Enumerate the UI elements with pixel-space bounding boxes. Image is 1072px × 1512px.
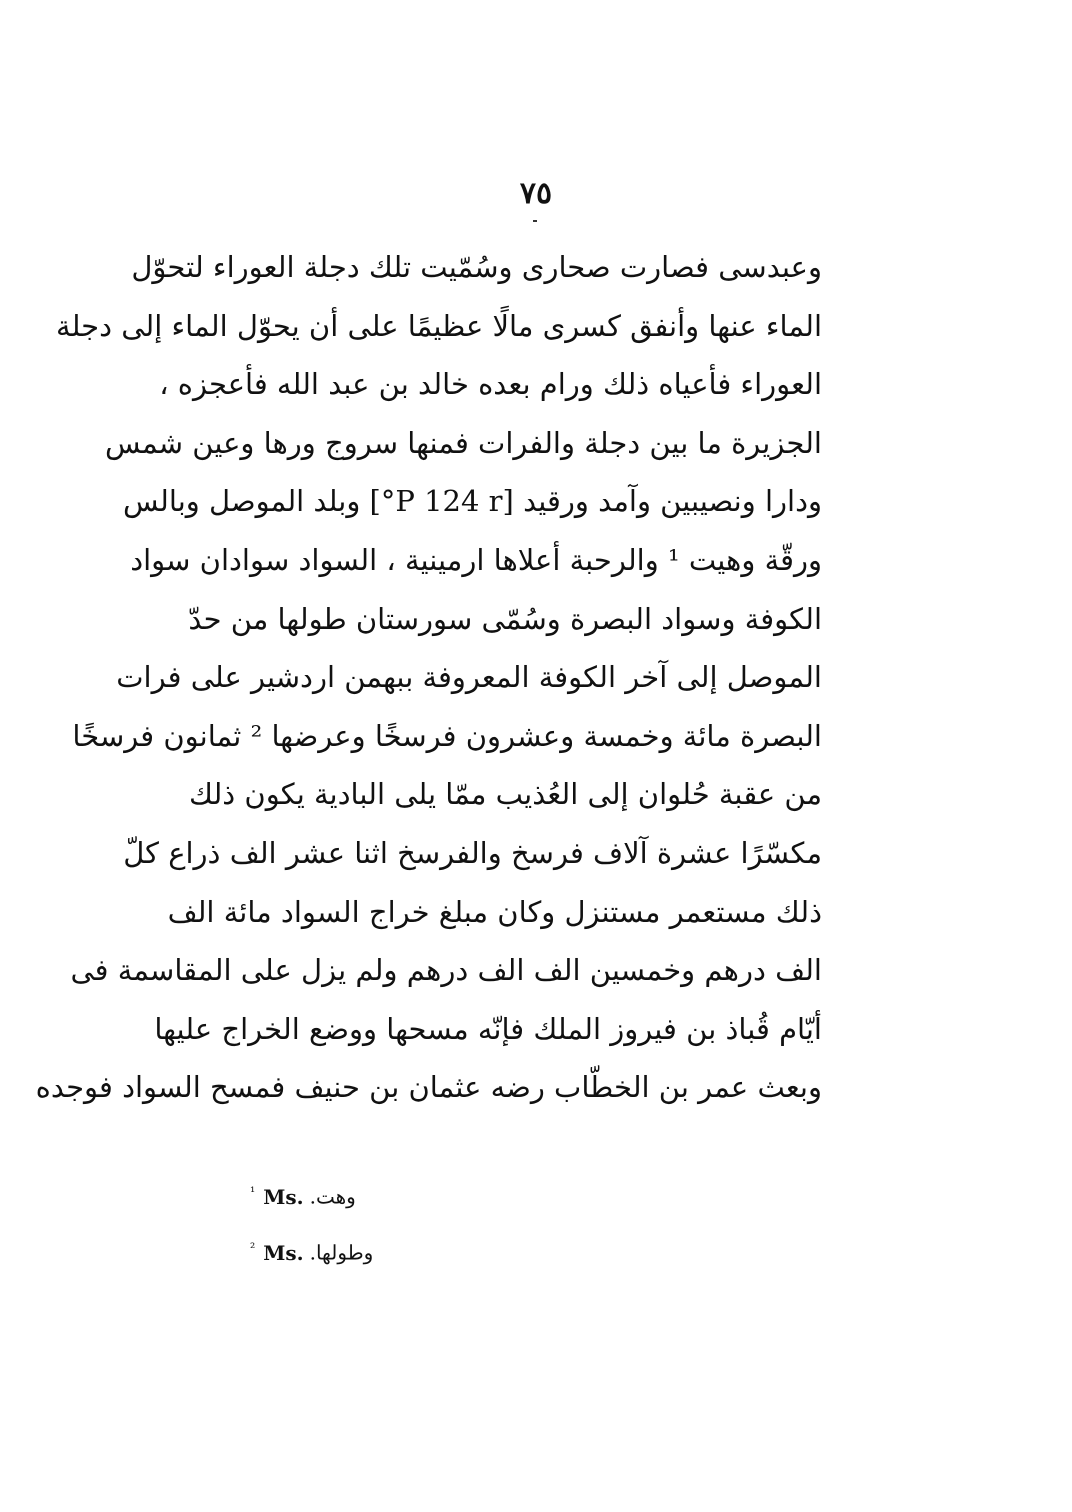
text-line: وعبدسى فصارت صحارى وسُمّيت تلك دجلة العوراء لتحوّل [131,250,822,284]
text-line: الماء عنها وأنفق كسرى مالًا عظيمًا على أن يحوّل الماء إلى دجلة [56,308,822,343]
footnote-marker: ¹ [250,1185,256,1200]
text-line: ودارا ونصيبين وآمد ورقيد [P 124 r°] وبلد الموصل وبالس [123,484,822,519]
footnote-abbreviation: Ms. [263,1240,304,1265]
text-line: الجزيرة ما بين دجلة والفرات فمنها سروج ورها وعين شمس [105,425,822,460]
text-line: الموصل إلى آخر الكوفة المعروفة ببهمن اردشير على فرات [116,660,822,695]
text-line: أيّام قُباذ بن فيروز الملك فإنّه مسحها ووضع الخراج عليها [154,1011,822,1046]
text-line: ورقّة وهيت ¹ والرحبة أعلاها ارمينية ، السواد سوادان سواد [130,542,822,577]
text-line: ذلك مستعمر مستنزل وكان مبلغ خراج السواد مائة الف [167,894,822,929]
text-line: وبعث عمر بن الخطّاب رضه عثمان بن حنيف فمسح السواد فوجده [35,1070,822,1105]
footnotes [250,1178,450,1290]
main-text [35,238,822,1117]
footnote-abbreviation: Ms. [263,1184,304,1209]
footnote-2 [250,1234,450,1290]
text-line: العوراء فأعياه ذلك ورام بعده خالد بن عبد الله فأعجزه ، [159,367,822,402]
footnote-1 [250,1178,450,1234]
footnote-variant: وطولها. [309,1240,374,1265]
page-number-rule [533,220,537,222]
text-line: مكسّرًا عشرة آلاف فرسخ والفرسخ اثنا عشر الف ذراع كلّ [123,835,822,870]
text-line: الف درهم وخمسين الف الف درهم ولم يزل على المقاسمة فى [70,953,822,988]
text-line: البصرة مائة وخمسة وعشرون فرسخًا وعرضها ² ثمانون فرسخًا [72,718,822,753]
footnote-variant: وهت. [309,1184,356,1209]
page-number: ٧٥ [519,176,553,211]
text-line: من عقبة حُلوان إلى العُذيب ممّا يلى البادية يكون ذلك [189,777,822,812]
text-line: الكوفة وسواد البصرة وسُمّى سورستان طولها من حدّ [188,601,822,636]
footnote-marker: ² [250,1241,256,1256]
